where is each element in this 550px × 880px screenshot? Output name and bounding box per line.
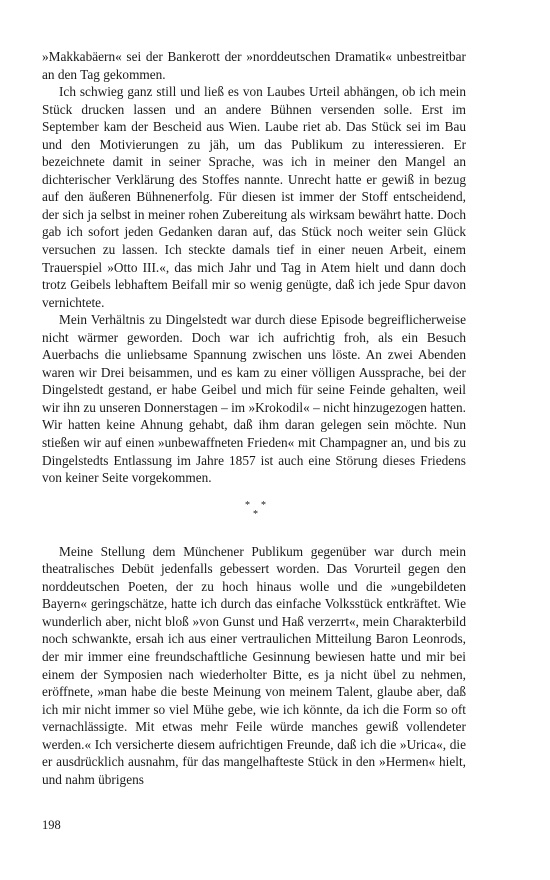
paragraph-3: Mein Verhältnis zu Dingelstedt war durch diese Episode begreiflicherweise nicht wärmer geworden. Doch war ich aufrichtig froh, als ein Besuch Auerbachs die unliebsame Spannung zwischen uns löste. An zwei Abenden waren wir Drei beisammen, und es kam zu einer völligen Aussprache, bei der Dingelstedt gestand, er habe Geibel und mich für seine Feinde gehalten, weil wir ihn zu unseren Donnerstagen – im »Krokodil« – nicht hinzugezogen hatten. Wir hatten keine Ahnung gehabt, daß ihm daran gelegen sein möchte. Nun stießen wir auf einen »unbewaffneten Frieden« mit Champagner an, und bis zu Dingelstedts Entlassung im Jahre 1857 ist auch eine Störung dieses Friedens von keiner Seite vorgekommen. bbox=[42, 312, 466, 486]
asterisk-left: * bbox=[245, 499, 250, 511]
page-body bbox=[42, 48, 466, 788]
paragraph-1: »Makkabäern« sei der Bankerott der »norddeutschen Dramatik« unbestreitbar an den Tag gekommen. bbox=[42, 49, 466, 82]
asterisk-bottom: * bbox=[253, 508, 258, 520]
page-number: 198 bbox=[42, 818, 61, 832]
paragraph-2: Ich schwieg ganz still und ließ es von Laubes Urteil abhängen, ob ich mein Stück drucken lassen und an andere Bühnen versenden solle. Erst im September kam der Bescheid aus Wien. Laube riet ab. Das Stück sei im Bau und den Motivierungen zu jäh, um das Publikum zu interessieren. Er bezeichnete damit in seiner Sprache, was ich in meiner den Mangel an dichterischer Verklärung des Stoffes nannte. Unrecht hatte er gewiß in bezug auf den äußeren Bühnenerfolg. Für diesen ist immer der Stoff entscheidend, der sich ja selbst in meiner rohen Zubereitung als wirksam bewährt hatte. Doch gab ich sofort jeden Gedanken daran auf, das Stück noch weiter sein Glück versuchen zu lassen. Ich steckte damals tief in einer neuen Arbeit, einem Trauerspiel »Otto III.«, das mich Jahr und Tag in Atem hielt und dann doch trotz Geibels lebhaftem Beifall mir so wenig genügte, daß ich jede Spur davon vernichtete. bbox=[42, 84, 466, 310]
paragraph-4: Meine Stellung dem Münchener Publikum gegenüber war durch mein theatralisches Debüt jedenfalls gebessert worden. Das Vorurteil gegen den norddeutschen Poeten, der zu hoch hinaus wolle und die »ungebildeten Bayern« geringschätze, hatte ich durch das einfache Volksstück entkräftet. Wie wunderlich aber, nicht bloß »von Gunst und Haß verzerrt«, mein Charakterbild noch schwankte, ersah ich aus einer vertraulichen Mitteilung Baron Leonrods, der mir immer eine freundschaftliche Gesinnung bewiesen hatte und mir bei einem der Symposien nach wiederholter Bitte, es ja nicht übel zu nehmen, eröffnete, »man habe die beste Meinung von meinem Talent, glaube aber, daß ich mir nicht immer so viel Mühe gebe, wie ich könnte, da ich die Form so oft vernachlässigte. Mit etwas mehr Feile würde manches gewiß vollendeter werden.« Ich versicherte diesem aufrichtigen Freunde, daß ich die »Urica«, die er ausdrücklich ausnahm, für das mangelhafteste Stück in den »Hermen« hielt, und nahm übrigens bbox=[42, 543, 466, 787]
section-separator bbox=[42, 493, 466, 533]
asterisk-right: * bbox=[261, 499, 266, 511]
